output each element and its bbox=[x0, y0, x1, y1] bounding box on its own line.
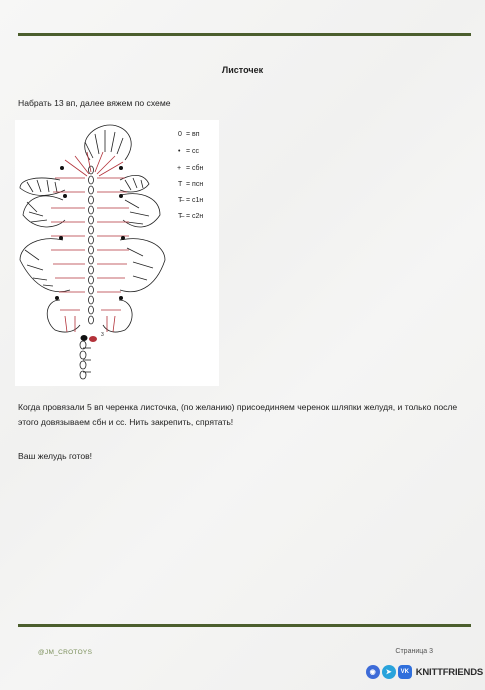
diagram-number: 3 bbox=[101, 332, 104, 338]
author-handle: @JM_CROTOYS bbox=[38, 649, 93, 656]
diagram-inner-stitches bbox=[51, 152, 129, 332]
legend-label-sc: = сбн bbox=[186, 165, 204, 172]
brand-bar bbox=[366, 665, 483, 679]
legend-symbol-tr: T̶̶ bbox=[178, 213, 183, 220]
legend-label-ch: = вп bbox=[186, 131, 200, 138]
closing-paragraph: Ваш желудь готов! bbox=[18, 451, 93, 461]
diagram-start-marker bbox=[89, 336, 97, 342]
legend-label-dc: = с1н bbox=[186, 197, 204, 204]
max-messenger-icon[interactable]: ◉ bbox=[366, 665, 380, 679]
legend-symbol-dc: T̶ bbox=[178, 197, 183, 204]
diagram-outer-stitches bbox=[20, 125, 165, 332]
intro-text: Набрать 13 вп, далее вяжем по схеме bbox=[18, 98, 171, 108]
vk-icon[interactable]: VK bbox=[398, 665, 412, 679]
legend-symbol-sc: + bbox=[177, 165, 182, 172]
bottom-divider bbox=[18, 624, 471, 627]
section-title: Листочек bbox=[221, 65, 264, 75]
telegram-icon[interactable]: ➤ bbox=[382, 665, 396, 679]
diagram-chain bbox=[80, 166, 94, 379]
crochet-diagram bbox=[15, 120, 219, 386]
instruction-paragraph: Когда провязали 5 вп черенка листочка, (по желанию) присоединяем черенок шляпки желудя, и только после этого довязываем сбн и сс. Нить закрепить, спрятать! bbox=[18, 402, 458, 427]
top-divider bbox=[18, 33, 471, 36]
legend-label-tr: = с2н bbox=[186, 213, 204, 220]
legend-label-hdc: = псн bbox=[186, 181, 204, 188]
diagram-legend bbox=[177, 131, 204, 220]
legend-label-sl: = сс bbox=[186, 148, 200, 155]
brand-name: KNITTFRIENDS bbox=[415, 666, 483, 678]
legend-symbol-ch: 0 bbox=[178, 131, 182, 138]
legend-symbol-sl: • bbox=[178, 148, 181, 155]
legend-symbol-hdc: T bbox=[178, 181, 183, 188]
page-number: Страница 3 bbox=[395, 648, 433, 655]
